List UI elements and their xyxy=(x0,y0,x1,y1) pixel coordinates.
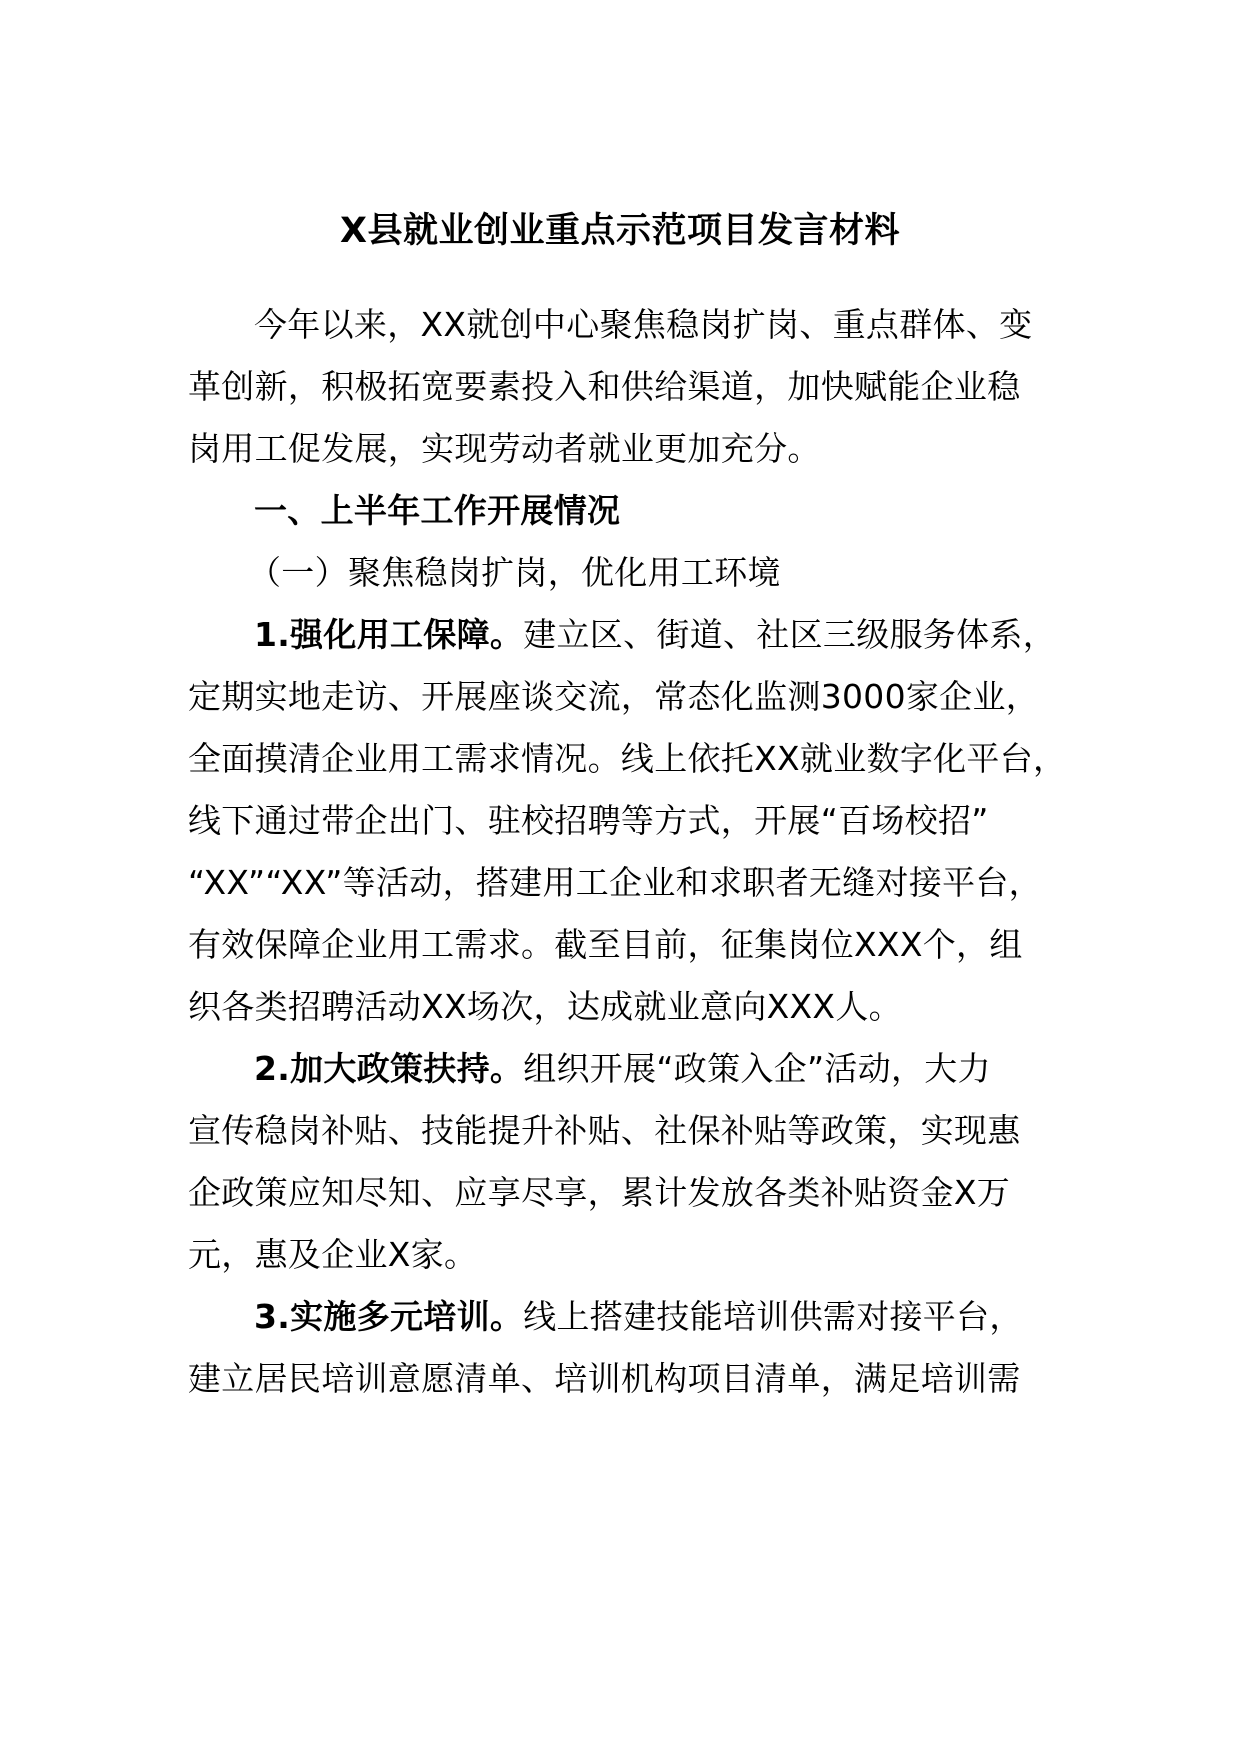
paragraph-line: 今年以来，XX就创中心聚焦稳岗扩岗、重点群体、变 xyxy=(254,305,1033,344)
paragraph-line: 全面摸清企业用工需求情况。线上依托XX就业数字化平台， xyxy=(188,739,1067,778)
paragraph-line: 企政策应知尽知、应享尽享，累计发放各类补贴资金X万 xyxy=(188,1173,1011,1212)
section-heading: 一、上半年工作开展情况 xyxy=(254,491,621,530)
paragraph-line: 定期实地走访、开展座谈交流，常态化监测3000家企业， xyxy=(188,677,1040,716)
paragraph-line xyxy=(254,1045,991,1093)
item-lead: 1.强化用工保障。 xyxy=(254,615,524,654)
paragraph-line: 有效保障企业用工需求。截至目前，征集岗位XXX个，组 xyxy=(188,925,1023,964)
document-title: X县就业创业重点示范项目发言材料 xyxy=(340,211,900,251)
paragraph-line: 线下通过带企出门、驻校招聘等方式，开展“百场校招” xyxy=(188,801,989,840)
item-lead: 2.加大政策扶持。 xyxy=(254,1049,524,1088)
paragraph-line xyxy=(254,1293,1023,1341)
paragraph-line: 革创新，积极拓宽要素投入和供给渠道，加快赋能企业稳 xyxy=(188,367,1021,406)
paragraph-line xyxy=(254,611,1056,659)
item-text: 组织开展“政策入企”活动，大力 xyxy=(523,1049,991,1088)
item-text: 线上搭建技能培训供需对接平台， xyxy=(523,1297,1023,1336)
subsection-heading: （一）聚焦稳岗扩岗，优化用工环境 xyxy=(248,553,781,592)
item-lead: 3.实施多元培训。 xyxy=(254,1297,524,1336)
paragraph-line: 岗用工促发展，实现劳动者就业更加充分。 xyxy=(188,429,821,468)
item-text: 建立区、街道、社区三级服务体系， xyxy=(523,615,1057,654)
paragraph-line: 宣传稳岗补贴、技能提升补贴、社保补贴等政策，实现惠 xyxy=(188,1111,1021,1150)
paragraph-line: 建立居民培训意愿清单、培训机构项目清单，满足培训需 xyxy=(188,1359,1021,1398)
paragraph-line: 元，惠及企业X家。 xyxy=(188,1235,478,1274)
paragraph-line: 织各类招聘活动XX场次，达成就业意向XXX人。 xyxy=(188,987,902,1026)
paragraph-line: “XX”“XX”等活动，搭建用工企业和求职者无缝对接平台， xyxy=(188,863,1042,902)
